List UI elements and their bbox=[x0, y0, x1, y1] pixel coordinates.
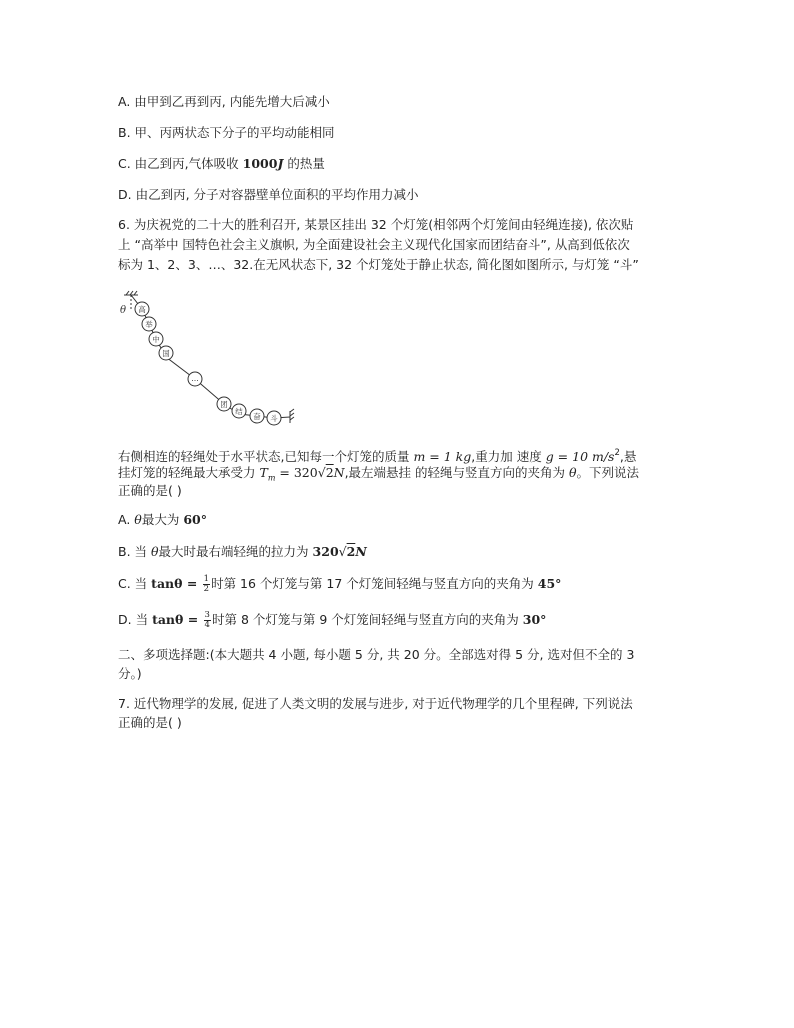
section2-heading-line1: 二、多项选择题:(本大题共 4 小题, 每小题 5 分, 共 20 分。全部选对得 5 分, 选对但不全的 3 bbox=[118, 647, 635, 662]
theta-label: θ bbox=[120, 305, 127, 316]
q5-option-b: B. 甲、丙两状态下分子的平均动能相同 bbox=[118, 125, 335, 140]
right-wall-support bbox=[290, 409, 294, 423]
q6-stem-line6: 正确的是( ) bbox=[118, 483, 182, 498]
q6-option-b: B. 当 θ最大时最右端轻绳的拉力为 320√2N bbox=[118, 544, 367, 559]
q6-stem-line5: 挂灯笼的轻绳最大承受力 $T_m = 320√2N$,最左端悬挂 的轻绳与竖直方向的夹角为 θ。下列说法 bbox=[118, 465, 640, 483]
lantern-ellipsis-char: … bbox=[191, 374, 199, 383]
section2-heading-line2: 分。) bbox=[118, 666, 142, 681]
lantern-2-char: 举 bbox=[145, 320, 153, 329]
lantern-32-char: 斗 bbox=[270, 414, 278, 423]
lantern-figure bbox=[118, 287, 308, 427]
lantern-30-char: 结 bbox=[235, 407, 243, 416]
lantern-4-char: 国 bbox=[162, 349, 170, 358]
q6-stem-line3: 标为 1、2、3、…、32.在无风状态下, 32 个灯笼处于静止状态, 简化图如图所示, 与灯笼 “斗” bbox=[118, 257, 639, 272]
q5-option-a: A. 由甲到乙再到丙, 内能先增大后减小 bbox=[118, 94, 330, 109]
q7-stem-line1: 7. 近代物理学的发展, 促进了人类文明的发展与进步, 对于近代物理学的几个里程碑, 下列说法 bbox=[118, 696, 633, 711]
q7-stem-line2: 正确的是( ) bbox=[118, 715, 182, 730]
fraction-one-half: $\frac{1}{2}$ bbox=[203, 574, 210, 594]
rope-line bbox=[131, 295, 290, 418]
q6-option-d: D. 当 tanθ = $\frac{3}{4}$ 时第 8 个灯笼与第 9 个灯笼间轻绳与竖直方向的夹角为 30° bbox=[118, 610, 547, 630]
q6-option-c: C. 当 tanθ = $\frac{1}{2}$ 时第 16 个灯笼与第 17 个灯笼间轻绳与竖直方向的夹角为 45° bbox=[118, 574, 562, 594]
q6-stem-line2: 上 “高举中 国特色社会主义旗帜, 为全面建设社会主义现代化国家而团结奋斗”, 从高到低依次 bbox=[118, 237, 630, 252]
lantern-1-char: 高 bbox=[138, 305, 146, 314]
lantern-29-char: 团 bbox=[220, 400, 228, 409]
lantern-31-char: 奋 bbox=[253, 412, 261, 421]
q5-option-c: C. 由乙到丙,气体吸收 1000J 的热量 bbox=[118, 156, 325, 171]
q6-option-a: A. θ最大为 60° bbox=[118, 512, 207, 527]
q5-option-d: D. 由乙到丙, 分子对容器壁单位面积的平均作用力减小 bbox=[118, 187, 419, 202]
q6-stem-line4: 右侧相连的轻绳处于水平状态,已知每一个灯笼的质量 m = 1 kg,重力加 速度 g = 10 $m/s^2$,悬 bbox=[118, 448, 637, 464]
q6-stem-line1: 6. 为庆祝党的二十大的胜利召开, 某景区挂出 32 个灯笼(相邻两个灯笼间由轻绳连接), 依次贴 bbox=[118, 217, 634, 232]
lantern-3-char: 中 bbox=[152, 335, 160, 344]
fraction-three-quarters: $\frac{3}{4}$ bbox=[204, 610, 210, 630]
